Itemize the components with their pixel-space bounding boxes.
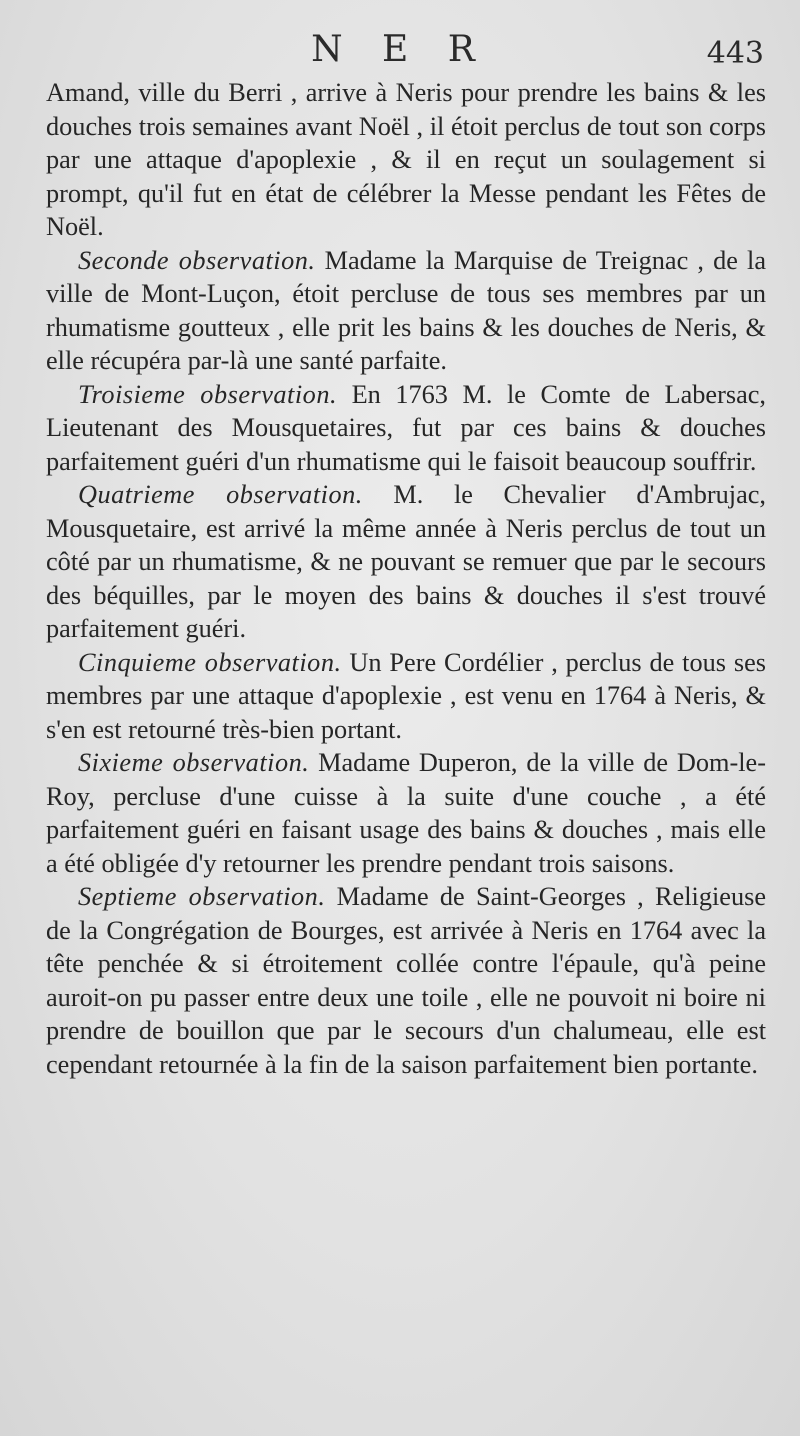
running-head: N E R — [311, 29, 489, 70]
observation-title: Troisieme observation. — [78, 379, 338, 409]
page-header — [0, 28, 800, 76]
observation-paragraph — [46, 880, 766, 1081]
observation-text: Un Pere Cordélier , perclus de tous ses membres par une attaque d'apoplexie , est venu en 1764 à Neris, & s'en est retourné très-bien portant. — [46, 647, 766, 744]
observation-title: Seconde observation. — [78, 245, 316, 275]
observation-text: Madame Duperon, de la ville de Dom-le-Roy, percluse d'une cuisse à la suite d'une couche , a été parfaitement guéri en faisant usage des bains & douches , mais elle a été obligée d'y retourner les prendre pendant trois saisons. — [46, 748, 766, 878]
continuation-paragraph: Amand, ville du Berri , arrive à Neris pour prendre les bains & les douches trois semaines avant Noël , il étoit perclus de tout son corps par une attaque d'apoplexie , & il en reçut un soulagement si prompt, qu'il fut en état de célébrer la Messe pendant les Fêtes de Noël. — [46, 78, 766, 241]
observation-title: Cinquieme observation. — [78, 647, 342, 677]
observation-text: Madame de Saint-Georges , Religieuse de la Congrégation de Bourges, est arrivée à Neris en 1764 avec la tête penchée & si étroitement collée contre l'épaule, qu'à peine auroit-on pu passer entre deux une toile , elle ne pouvoit ni boire ni prendre de bouillon que par le secours d'un chalumeau, elle est cependant retournée à la fin de la saison parfaitement bien portante. — [46, 882, 766, 1079]
observation-text: Madame la Marquise de Treignac , de la ville de Mont-Luçon, étoit percluse de tous ses membres par un rhumatisme goutteux , elle prit les bains & les douches de Neris, & elle récupéra par-là une santé parfaite. — [46, 245, 766, 375]
observation-text: M. le Chevalier d'Ambrujac, Mousquetaire, est arrivé la même année à Neris perclus de tout un côté par un rhumatisme, & ne pouvant se remuer que par le secours des béquilles, par le moyen des bains & douches il s'est trouvé parfaitement guéri. — [46, 480, 766, 643]
body-text — [46, 76, 766, 1081]
observation-text: En 1763 M. le Comte de Labersac, Lieutenant des Mousquetaires, fut par ces bains & douches parfaitement guéri d'un rhumatisme qui le faisoit beaucoup souffrir. — [46, 379, 766, 476]
page-number: 443 — [706, 36, 764, 71]
observation-title: Sixieme observation. — [78, 748, 310, 777]
observation-title: Quatrieme observation. — [78, 480, 363, 509]
observation-paragraph — [46, 746, 766, 880]
observation-paragraph — [46, 378, 766, 479]
observation-paragraph — [46, 244, 766, 378]
observation-paragraph — [46, 646, 766, 747]
observation-title: Septieme observation. — [78, 882, 326, 911]
observation-paragraph — [46, 478, 766, 646]
